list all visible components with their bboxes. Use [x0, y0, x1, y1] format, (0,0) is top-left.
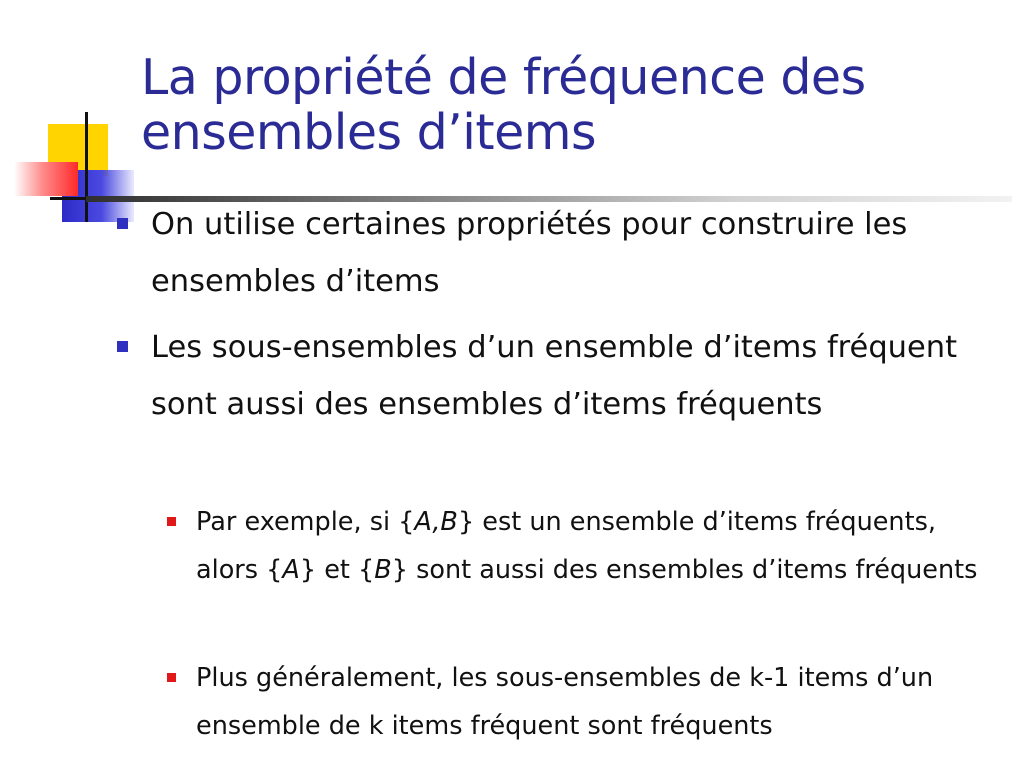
set-a: A: [282, 555, 300, 585]
bullet-item: On utilise certaines propriétés pour construire les ensembles d’items: [151, 196, 991, 310]
slide-title: La propriété de fréquence des ensembles d’items: [141, 49, 866, 161]
sub-bullet-item: [196, 498, 1004, 594]
logo-vertical-line: [85, 112, 88, 222]
sub-bullet-text: } est un ensemble d’items fréquents, alors {: [196, 507, 936, 585]
sub-bullet-text: Par exemple, si {: [196, 507, 415, 537]
set-ab: A,B: [414, 507, 458, 537]
set-b: B: [374, 555, 392, 585]
sub-bullet-item: Plus généralement, les sous-ensembles de k-1 items d’un ensemble de k items fréquent sont fréquents: [196, 654, 1004, 750]
sub-bullet-text: } sont aussi des ensembles d’items fréquents: [391, 555, 978, 585]
sub-bullet-text: } et {: [299, 555, 375, 585]
bullet-item: Les sous-ensembles d’un ensemble d’items fréquent sont aussi des ensembles d’items fréquents: [151, 319, 991, 433]
logo-red-bar: [14, 162, 78, 196]
decorative-logo-icon: [0, 0, 150, 240]
